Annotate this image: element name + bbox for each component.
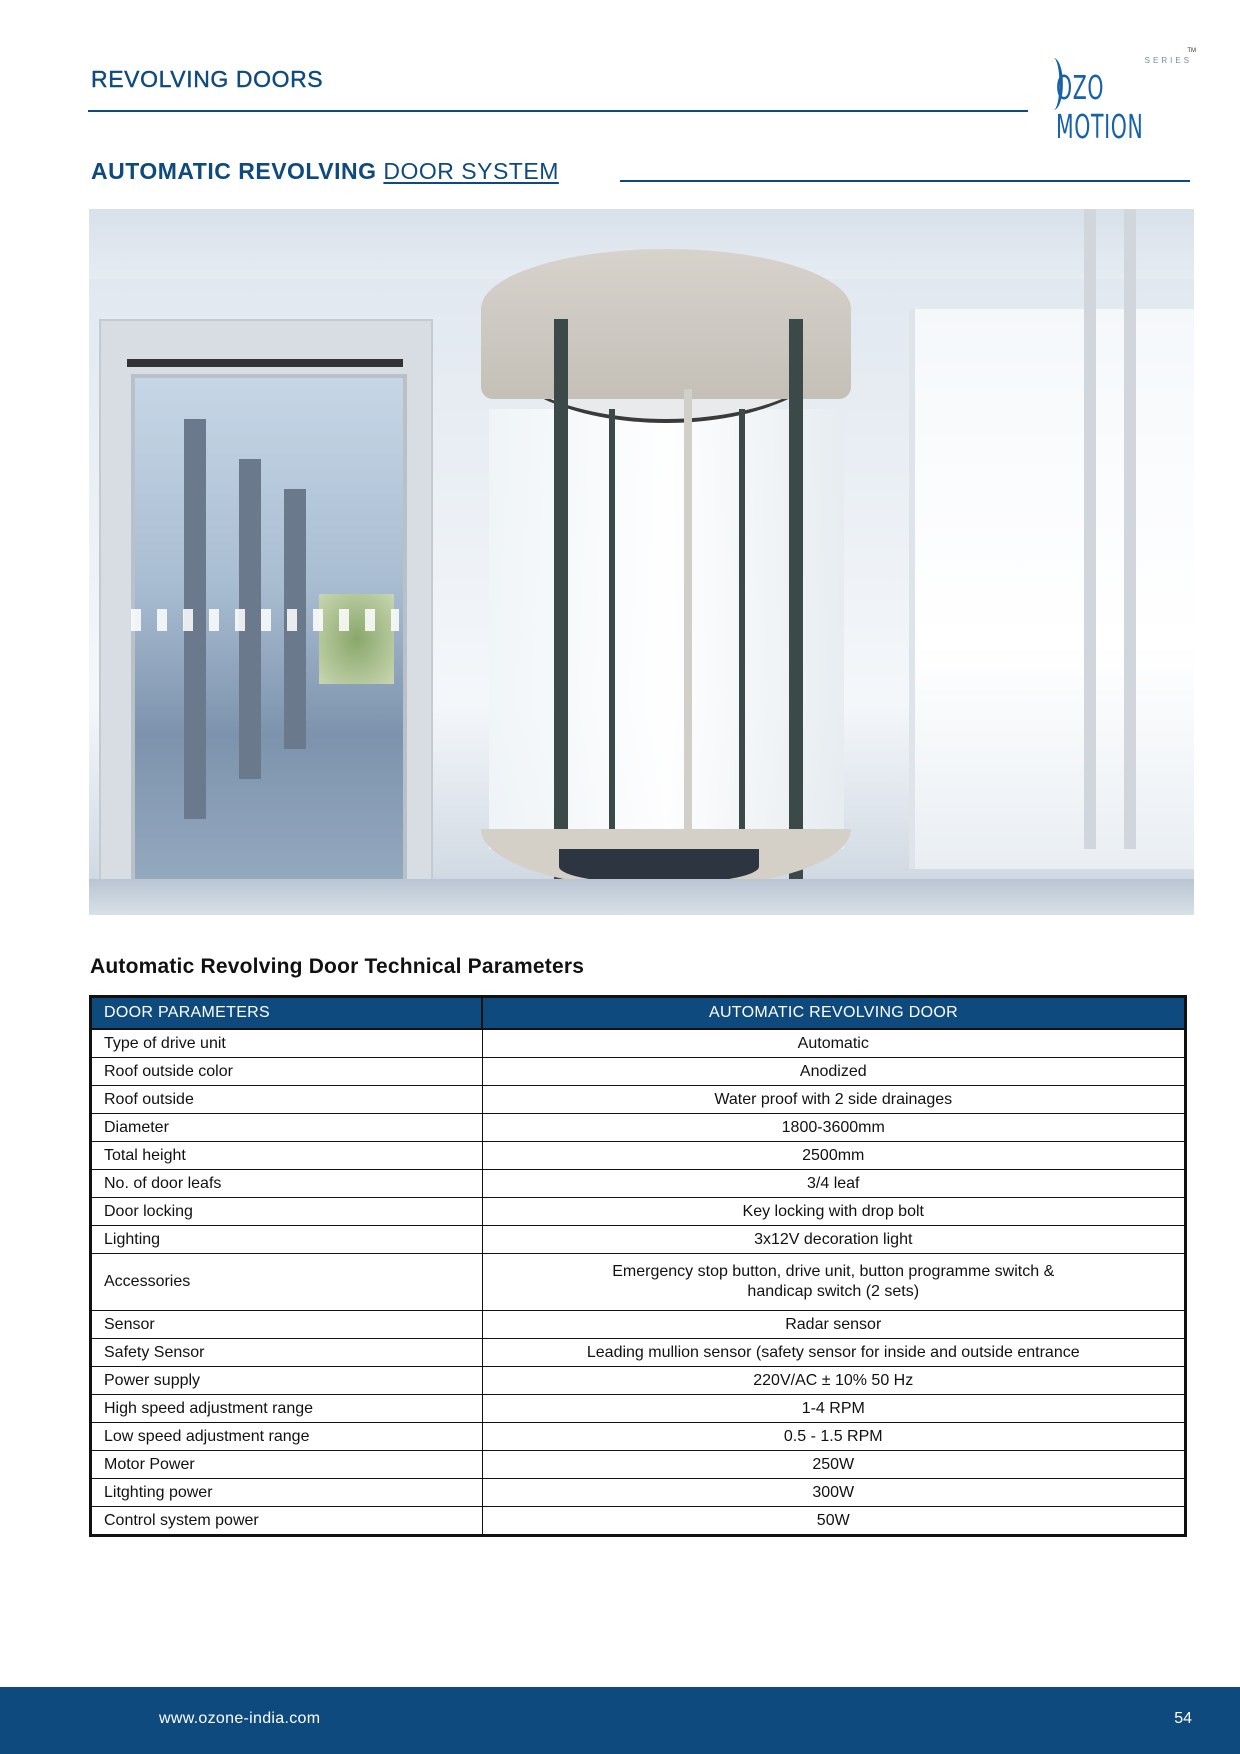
- page-number: 54: [1174, 1710, 1192, 1727]
- param-value: Automatic: [482, 1029, 1186, 1058]
- param-name: Motor Power: [91, 1451, 483, 1479]
- main-title: [91, 158, 559, 185]
- param-value: Anodized: [482, 1058, 1186, 1086]
- section-rule: [88, 110, 1028, 112]
- param-value-line1: Emergency stop button, drive unit, button programme switch &: [612, 1263, 1055, 1280]
- param-name: Sensor: [91, 1311, 483, 1339]
- website-link[interactable]: www.ozone-india.com: [159, 1710, 321, 1727]
- param-name: Control system power: [91, 1507, 483, 1536]
- table-row: [91, 1170, 1186, 1198]
- param-value: 300W: [482, 1479, 1186, 1507]
- photo-door-post: [684, 389, 692, 849]
- photo-mullion: [1084, 209, 1096, 849]
- photo-mullion: [1124, 209, 1136, 849]
- param-value: Water proof with 2 side drainages: [482, 1086, 1186, 1114]
- param-name: Lighting: [91, 1226, 483, 1254]
- table-row: [91, 1423, 1186, 1451]
- param-value: 1800-3600mm: [482, 1114, 1186, 1142]
- table-row: [91, 1507, 1186, 1536]
- parameters-table: [89, 995, 1187, 1537]
- table-row: [91, 1198, 1186, 1226]
- logo-wordmark: OZO MOTION: [1056, 68, 1144, 146]
- param-name: Total height: [91, 1142, 483, 1170]
- photo-floor: [89, 879, 1194, 915]
- table-row: [91, 1311, 1186, 1339]
- param-value: 3x12V decoration light: [482, 1226, 1186, 1254]
- param-value: 220V/AC ± 10% 50 Hz: [482, 1367, 1186, 1395]
- table-row: [91, 1029, 1186, 1058]
- photo-door-post: [554, 319, 568, 879]
- table-row: [91, 1395, 1186, 1423]
- photo-door-post: [609, 409, 615, 829]
- table-title: Automatic Revolving Door Technical Parameters: [90, 955, 585, 978]
- param-value: [482, 1254, 1186, 1311]
- table-header-row: [91, 997, 1186, 1030]
- column-header-parameters: DOOR PARAMETERS: [91, 997, 483, 1030]
- param-name: Roof outside: [91, 1086, 483, 1114]
- table-row: [91, 1086, 1186, 1114]
- param-name: Power supply: [91, 1367, 483, 1395]
- param-value: 3/4 leaf: [482, 1170, 1186, 1198]
- table-row: [91, 1226, 1186, 1254]
- table-row: [91, 1254, 1186, 1311]
- table-row: [91, 1367, 1186, 1395]
- param-name: Type of drive unit: [91, 1029, 483, 1058]
- table-row: [91, 1142, 1186, 1170]
- logo-tm: TM: [1187, 48, 1196, 54]
- column-header-revolving-door: AUTOMATIC REVOLVING DOOR: [482, 997, 1186, 1030]
- param-value: Radar sensor: [482, 1311, 1186, 1339]
- param-value: 0.5 - 1.5 RPM: [482, 1423, 1186, 1451]
- main-title-bold: AUTOMATIC REVOLVING: [91, 158, 377, 184]
- photo-greenery: [319, 594, 394, 684]
- photo-left-door-header: [127, 359, 403, 367]
- param-name: No. of door leafs: [91, 1170, 483, 1198]
- photo-frosted-band: [131, 609, 399, 631]
- param-value: Key locking with drop bolt: [482, 1198, 1186, 1226]
- main-title-light: DOOR SYSTEM: [383, 158, 559, 184]
- table-row: [91, 1058, 1186, 1086]
- table-row: [91, 1479, 1186, 1507]
- param-name: High speed adjustment range: [91, 1395, 483, 1423]
- param-value-line2: handicap switch (2 sets): [747, 1283, 920, 1300]
- param-value: 250W: [482, 1451, 1186, 1479]
- photo-door-post: [789, 319, 803, 879]
- param-name: Diameter: [91, 1114, 483, 1142]
- param-value: 50W: [482, 1507, 1186, 1536]
- page-footer: [0, 1687, 1240, 1754]
- param-name: Door locking: [91, 1198, 483, 1226]
- brand-logo: [1040, 48, 1200, 146]
- photo-right-window: [909, 309, 1194, 869]
- param-name: Roof outside color: [91, 1058, 483, 1086]
- table-row: [91, 1339, 1186, 1367]
- photo-door-post: [739, 409, 745, 829]
- product-photo: [89, 209, 1194, 915]
- param-name: Litghting power: [91, 1479, 483, 1507]
- param-value: 1-4 RPM: [482, 1395, 1186, 1423]
- param-value: Leading mullion sensor (safety sensor for inside and outside entrance: [482, 1339, 1186, 1367]
- table-row: [91, 1114, 1186, 1142]
- table-row: [91, 1451, 1186, 1479]
- title-rule: [620, 180, 1190, 182]
- param-value: 2500mm: [482, 1142, 1186, 1170]
- param-name: Safety Sensor: [91, 1339, 483, 1367]
- param-name: Accessories: [91, 1254, 483, 1311]
- param-name: Low speed adjustment range: [91, 1423, 483, 1451]
- logo-series: SERIES: [1144, 56, 1192, 65]
- section-title: REVOLVING DOORS: [91, 66, 324, 92]
